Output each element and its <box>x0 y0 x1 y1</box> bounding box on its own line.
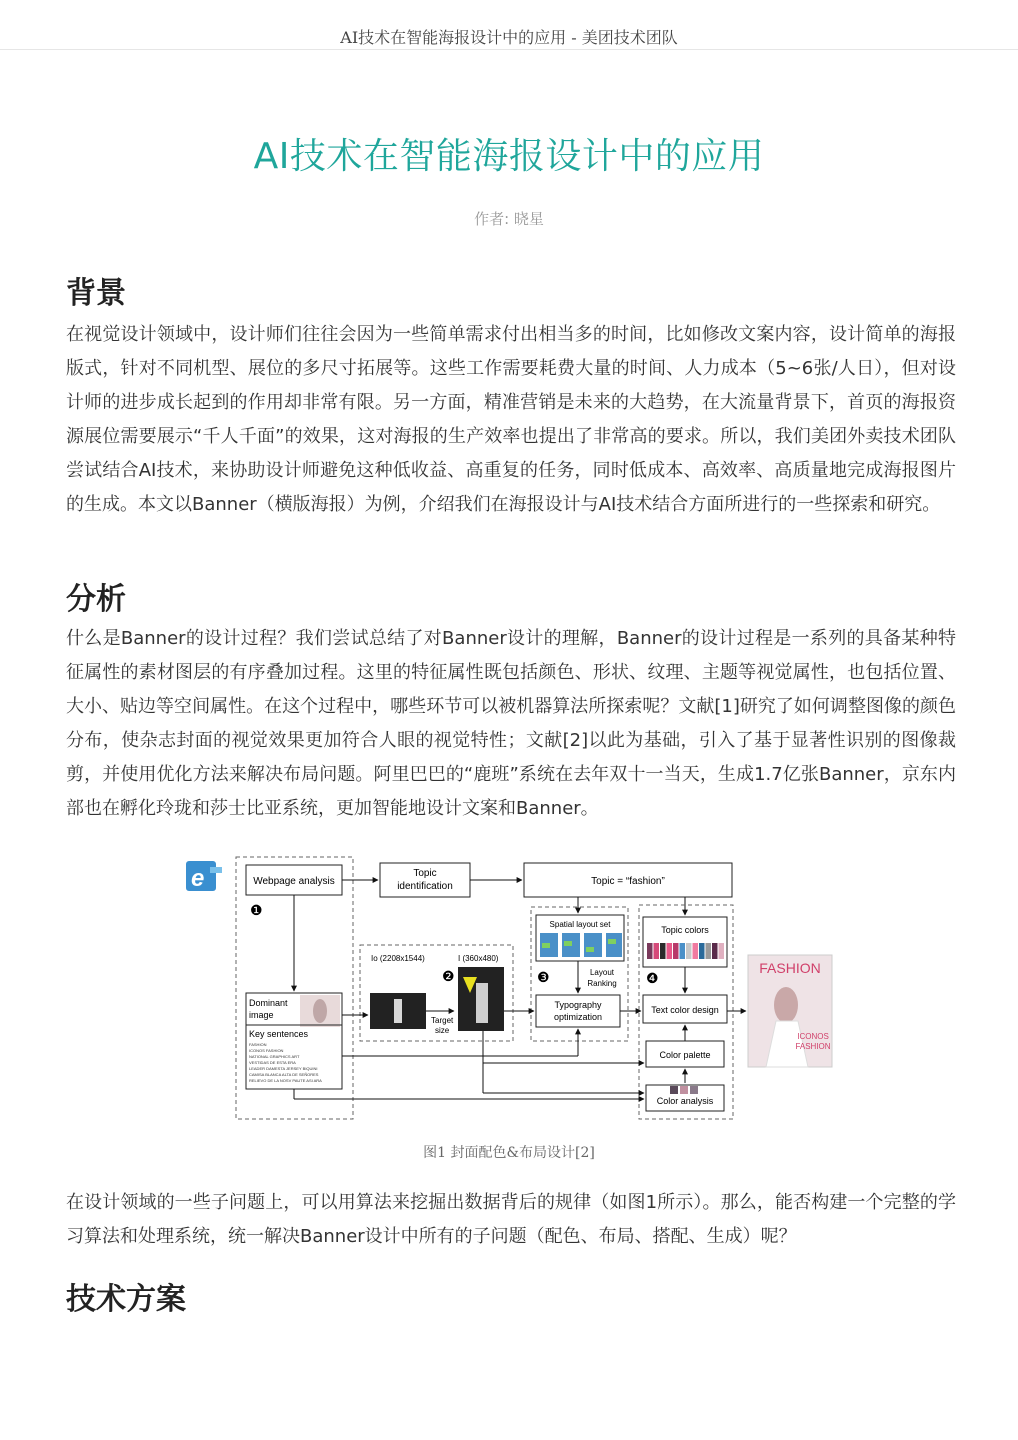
topic-identification-label-1: Topic <box>413 868 437 879</box>
svg-text:e: e <box>191 865 205 892</box>
figure-caption: 图1 封面配色&布局设计[2] <box>423 1145 595 1161</box>
layout-ranking-label-1: Layout <box>589 968 615 977</box>
key-line-6: CAMISA BLANCA ALTA DE SEÑORES <box>249 1072 319 1077</box>
figure-pipeline-diagram <box>180 853 840 1121</box>
topic-color-swatch <box>660 943 666 959</box>
browser-header <box>0 0 1018 50</box>
spatial-layout-label: Spatial layout set <box>549 920 611 929</box>
section-paragraph-background: 在视觉设计领域中，设计师们往往会因为一些简单需求付出相当多的时间，比如修改文案内容，设计简单的海报版式，针对不同机型、展位的多尺寸拓展等。这些工作需要耗费大量的时间、人力成本（5~6张/人日），但对设计师的进步成长起到的作用却非常有限。另一方面，精准营销是未来的大趋势，在大流量背景下，首页的海报资源展位需要展示“千人千面”的效果，这对海报的生产效率也提出了非常高的要求。所以，我们美团外卖技术团队尝试结合AI技术，来协助设计师避免这种低收益、高重复的任务，同时低成本、高效率、高质量地完成海报图片的生成。本文以Banner（横版海报）为例，介绍我们在海报设计与AI技术结合方面所进行的一些探索和研究。 <box>66 324 956 515</box>
browser-title: AI技术在智能海报设计中的应用 - 美团技术团队 <box>340 28 678 47</box>
topic-color-swatch <box>686 943 692 959</box>
topic-color-swatch <box>667 943 673 959</box>
dominant-image-label-2: image <box>249 1010 274 1020</box>
pipeline-diagram-svg <box>180 853 840 1121</box>
web-browser-icon <box>186 861 222 892</box>
i-size-label: I (360x480) <box>458 954 499 963</box>
topic-color-swatch <box>673 943 679 959</box>
text-color-design-label: Text color design <box>651 1005 719 1015</box>
step-1-number: ❶ <box>250 902 263 918</box>
io-label: Io (2208x1544) <box>371 954 425 963</box>
topic-color-swatch <box>706 943 712 959</box>
topic-color-swatch <box>699 943 705 959</box>
key-line-4: VESTIDAS DE ESTA ERA <box>249 1060 296 1065</box>
section-paragraph-question: 在设计领域的一些子问题上，可以用算法来挖掘出数据背后的规律（如图1所示）。那么，能否构建一个完整的学习算法和处理系统，统一解决Banner设计中所有的子问题（配色、布局、搭配、生成）呢？ <box>66 1192 956 1247</box>
color-analysis-label: Color analysis <box>656 1096 714 1106</box>
layout-thumb-4 <box>606 933 622 957</box>
step-3-number: ❸ <box>537 969 550 985</box>
key-line-2: ICONOS FASHION <box>249 1048 284 1053</box>
cover-title: FASHION <box>759 960 821 976</box>
section-heading-background: 背景 <box>66 276 126 311</box>
topic-value-label: Topic = “fashion” <box>591 876 665 887</box>
article-author: 作者: 晓星 <box>474 210 544 228</box>
dominant-image-label-1: Dominant <box>249 998 288 1008</box>
color-palette-label: Color palette <box>659 1050 711 1060</box>
topic-colors-label: Topic colors <box>661 925 709 935</box>
step-4-number: ❹ <box>646 970 659 986</box>
key-line-5: LEADER DAMESTA JERSEY BIQUINI <box>249 1066 318 1071</box>
key-line-3: NATIONAL GRAPHICS ART <box>249 1054 300 1059</box>
topic-identification-label-2: identification <box>397 881 453 892</box>
target-size-label-2: size <box>435 1026 450 1035</box>
key-sentences-label: Key sentences <box>249 1029 309 1039</box>
layout-thumb-3 <box>584 933 602 957</box>
step-2-number: ❷ <box>442 968 455 984</box>
typography-label-2: optimization <box>553 1012 603 1022</box>
cover-line-2: FASHION <box>795 1042 831 1051</box>
topic-color-swatch <box>719 943 725 959</box>
typography-label-1: Typography <box>554 1000 602 1010</box>
article-title: AI技术在智能海报设计中的应用 <box>253 136 765 177</box>
topic-color-swatch <box>693 943 699 959</box>
topic-color-swatch <box>680 943 686 959</box>
target-size-label-1: Target <box>431 1016 454 1025</box>
layout-ranking-label-2: Ranking <box>587 979 617 988</box>
topic-color-swatch <box>654 943 660 959</box>
section-heading-technical-solution: 技术方案 <box>66 1282 186 1317</box>
key-line-1: FASHION <box>249 1042 267 1047</box>
topic-color-swatch <box>647 943 653 959</box>
webpage-analysis-label: Webpage analysis <box>253 876 335 887</box>
section-paragraph-analysis: 什么是Banner的设计过程？我们尝试总结了对Banner设计的理解，Banner的设计过程是一系列的具备某种特征属性的素材图层的有序叠加过程。这里的特征属性既包括颜色、形状、纹理、主题等视觉属性，也包括位置、大小、贴边等空间属性。在这个过程中，哪些环节可以被机器算法所探索呢？文献[1]研究了如何调整图像的颜色分布，使杂志封面的视觉效果更加符合人眼的视觉特性；文献[2]以此为基础，引入了基于显著性识别的图像裁剪，并使用优化方法来解决布局问题。阿里巴巴的“鹿班”系统在去年双十一当天，生成1.7亿张Banner，京东内部也在孵化玲珑和莎士比亚系统，更加智能地设计文案和Banner。 <box>66 628 956 819</box>
topic-color-swatch <box>712 943 718 959</box>
section-heading-analysis: 分析 <box>66 582 126 617</box>
key-line-7: RELIEVO DE LA NOSV PAUTE ASI ARA <box>249 1078 322 1083</box>
cover-line-1: ICONOS <box>797 1032 829 1041</box>
